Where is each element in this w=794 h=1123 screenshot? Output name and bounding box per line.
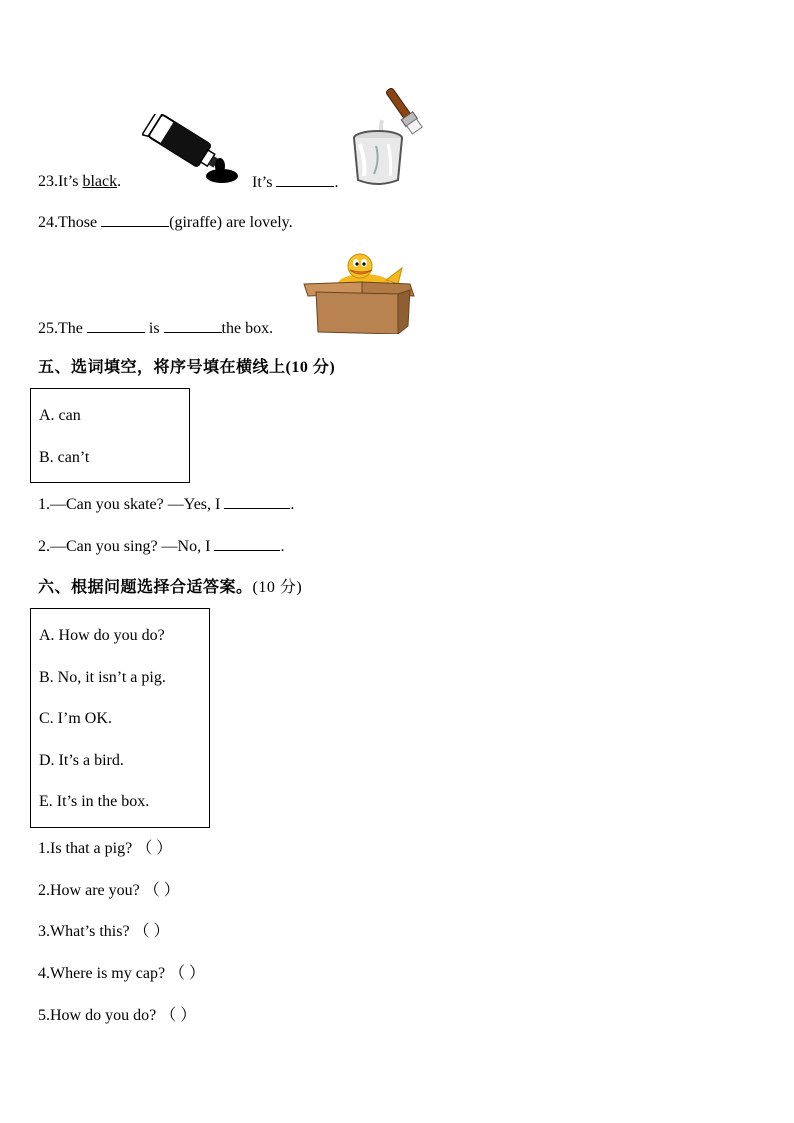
section-6-question-4: 4.Where is my cap? （ ） — [38, 965, 206, 982]
section-6-question-3: 3.What’s this? （ ） — [38, 923, 170, 940]
option-a: A. can — [39, 407, 81, 424]
section-6-question-1: 1.Is that a pig? （ ） — [38, 840, 173, 857]
answer-blank[interactable] — [224, 494, 290, 509]
question-25: 25.The is the box. — [38, 320, 274, 337]
answer-blank[interactable] — [87, 318, 145, 333]
option-b: B. can’t — [39, 449, 90, 466]
option-d: D. It’s a bird. — [39, 752, 124, 769]
section-6-question-2: 2.How are you? （ ） — [38, 882, 180, 899]
question-23: 23.It’s black. — [38, 173, 122, 190]
option-b: B. No, it isn’t a pig. — [39, 669, 166, 686]
black-paint-tube-icon — [142, 114, 242, 186]
section-5-question-2: 2.—Can you sing? —No, I . — [38, 538, 285, 555]
answer-blank[interactable] — [164, 318, 222, 333]
white-paint-bucket-icon — [346, 84, 430, 188]
answer-word: black — [82, 173, 118, 190]
answer-bank-box — [30, 608, 210, 828]
question-23-second: It’s . — [252, 174, 339, 191]
answer-blank[interactable] — [214, 536, 280, 551]
section-5-question-1: 1.—Can you skate? —Yes, I . — [38, 496, 295, 513]
section-5-title: 五、选词填空，将序号填在横线上(10 分) — [38, 357, 336, 376]
section-6-title: 六、根据问题选择合适答案。(10 分) — [38, 577, 303, 596]
word-bank-box — [30, 388, 190, 483]
question-24: 24.Those (giraffe) are lovely. — [38, 214, 293, 231]
duck-in-box-icon — [302, 248, 418, 334]
option-e: E. It’s in the box. — [39, 793, 150, 810]
answer-blank[interactable] — [276, 172, 334, 187]
option-a: A. How do you do? — [39, 627, 165, 644]
answer-blank[interactable] — [101, 212, 169, 227]
option-c: C. I’m OK. — [39, 710, 112, 727]
section-6-question-5: 5.How do you do? （ ） — [38, 1007, 197, 1024]
